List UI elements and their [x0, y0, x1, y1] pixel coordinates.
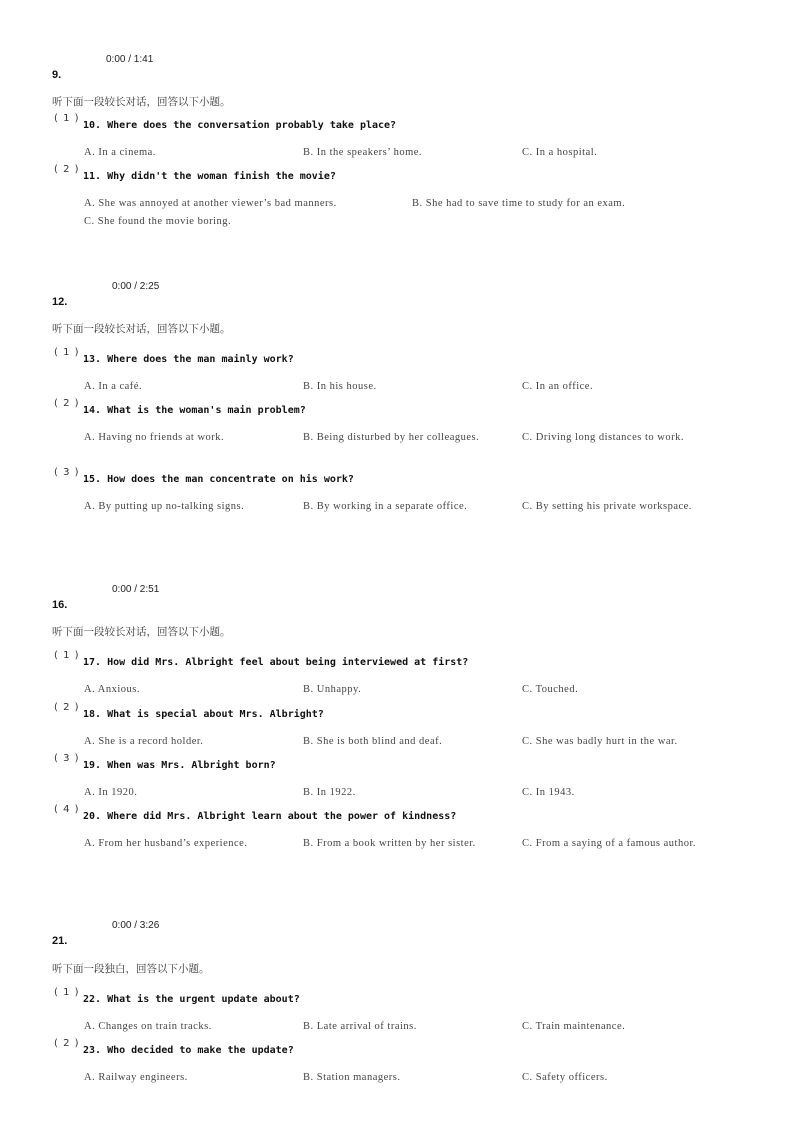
sub-question-marker: ( 2 ) [54, 164, 80, 175]
option-c[interactable]: C. Safety officers. [522, 1072, 608, 1083]
section-number: 9. [52, 69, 62, 81]
sub-question-marker: ( 1 ) [54, 347, 80, 358]
sub-question-marker: ( 3 ) [54, 753, 80, 764]
section-number: 12. [52, 296, 68, 308]
question-stem: 23. Who decided to make the update? [83, 1045, 294, 1056]
section-number: 21. [52, 935, 68, 947]
option-c[interactable]: C. By setting his private workspace. [522, 501, 692, 512]
question-stem: 11. Why didn't the woman finish the movie? [83, 171, 336, 182]
option-c[interactable]: C. From a saying of a famous author. [522, 838, 697, 849]
question-stem: 22. What is the urgent update about? [83, 994, 300, 1005]
sub-question-marker: ( 2 ) [54, 1038, 80, 1049]
option-b[interactable]: B. From a book written by her sister. [303, 838, 476, 849]
sub-question-marker: ( 4 ) [54, 804, 80, 815]
option-b[interactable]: B. Unhappy. [303, 684, 362, 695]
option-a[interactable]: A. In a cinema. [84, 147, 156, 158]
question-stem: 14. What is the woman's main problem? [83, 405, 306, 416]
option-a[interactable]: A. Railway engineers. [84, 1072, 188, 1083]
option-b[interactable]: B. By working in a separate office. [303, 501, 468, 512]
option-a[interactable]: A. In 1920. [84, 787, 138, 798]
sub-question-marker: ( 3 ) [54, 467, 80, 478]
sub-question-marker: ( 1 ) [54, 650, 80, 661]
question-stem: 18. What is special about Mrs. Albright? [83, 709, 324, 720]
option-b[interactable]: B. Late arrival of trains. [303, 1021, 417, 1032]
option-c[interactable]: C. Train maintenance. [522, 1021, 626, 1032]
audio-player-time[interactable]: 0:00 / 3:26 [112, 920, 160, 931]
section-instruction: 听下面一段较长对话，回答以下小题。 [52, 626, 231, 638]
question-stem: 17. How did Mrs. Albright feel about being interviewed at first? [83, 657, 469, 668]
question-stem: 15. How does the man concentrate on his work? [83, 474, 354, 485]
audio-player-time[interactable]: 0:00 / 2:25 [112, 281, 160, 292]
option-c[interactable]: C. In 1943. [522, 787, 575, 798]
audio-player-time[interactable]: 0:00 / 1:41 [106, 54, 154, 65]
section-instruction: 听下面一段较长对话，回答以下小题。 [52, 323, 231, 335]
option-c[interactable]: C. Touched. [522, 684, 579, 695]
option-a[interactable]: A. By putting up no-talking signs. [84, 501, 245, 512]
section-instruction: 听下面一段独白，回答以下小题。 [52, 963, 210, 975]
option-b[interactable]: B. In the speakers’ home. [303, 147, 423, 158]
option-c[interactable]: C. She found the movie boring. [84, 216, 232, 227]
question-stem: 20. Where did Mrs. Albright learn about the power of kindness? [83, 811, 457, 822]
section-number: 16. [52, 599, 68, 611]
option-a[interactable]: A. She was annoyed at another viewer’s bad manners. [84, 198, 337, 209]
option-a[interactable]: A. Having no friends at work. [84, 432, 225, 443]
option-b[interactable]: B. She had to save time to study for an exam. [412, 198, 626, 209]
option-a[interactable]: A. In a café. [84, 381, 143, 392]
audio-player-time[interactable]: 0:00 / 2:51 [112, 584, 160, 595]
question-stem: 13. Where does the man mainly work? [83, 354, 294, 365]
option-c[interactable]: C. Driving long distances to work. [522, 432, 684, 443]
question-stem: 10. Where does the conversation probably take place? [83, 120, 397, 131]
sub-question-marker: ( 1 ) [54, 113, 80, 124]
sub-question-marker: ( 1 ) [54, 987, 80, 998]
question-stem: 19. When was Mrs. Albright born? [83, 760, 276, 771]
option-a[interactable]: A. She is a record holder. [84, 736, 204, 747]
option-a[interactable]: A. Changes on train tracks. [84, 1021, 212, 1032]
option-b[interactable]: B. Station managers. [303, 1072, 401, 1083]
option-c[interactable]: C. In an office. [522, 381, 594, 392]
option-b[interactable]: B. In his house. [303, 381, 377, 392]
option-b[interactable]: B. She is both blind and deaf. [303, 736, 443, 747]
section-instruction: 听下面一段较长对话，回答以下小题。 [52, 96, 231, 108]
option-b[interactable]: B. In 1922. [303, 787, 356, 798]
option-b[interactable]: B. Being disturbed by her colleagues. [303, 432, 480, 443]
option-c[interactable]: C. She was badly hurt in the war. [522, 736, 678, 747]
option-a[interactable]: A. Anxious. [84, 684, 140, 695]
option-a[interactable]: A. From her husband’s experience. [84, 838, 248, 849]
option-c[interactable]: C. In a hospital. [522, 147, 598, 158]
sub-question-marker: ( 2 ) [54, 702, 80, 713]
sub-question-marker: ( 2 ) [54, 398, 80, 409]
